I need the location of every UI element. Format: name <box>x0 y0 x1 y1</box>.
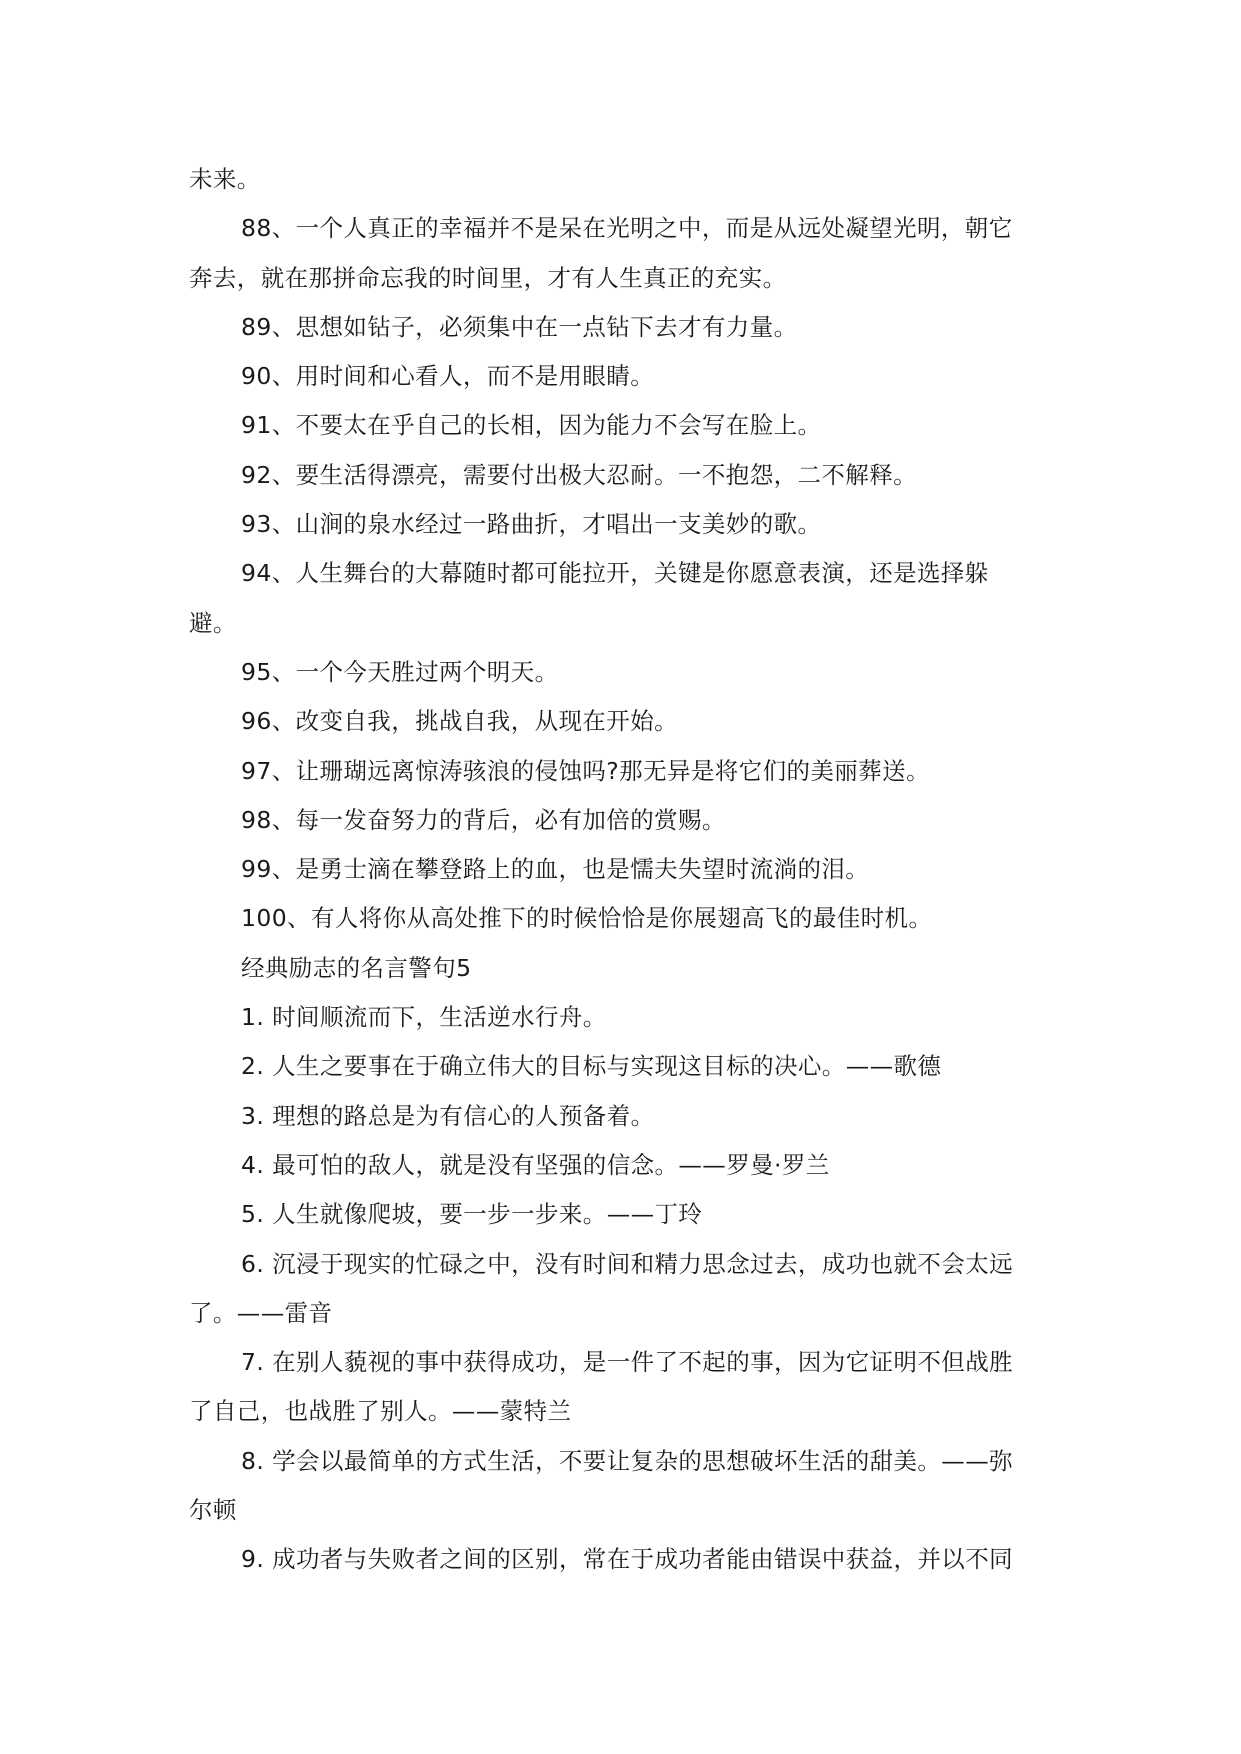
text-line: 91、不要太在乎自己的长相，因为能力不会写在脸上。 <box>241 411 822 440</box>
text-line: 93、山涧的泉水经过一路曲折，才唱出一支美妙的歌。 <box>241 510 822 539</box>
text-line: 94、人生舞台的大幕随时都可能拉开，关键是你愿意表演，还是选择躲 <box>241 559 989 588</box>
text-line: 89、思想如钻子，必须集中在一点钻下去才有力量。 <box>241 312 798 341</box>
text-line: 100、有人将你从高处推下的时候恰恰是你展翅高飞的最佳时机。 <box>241 904 933 933</box>
text-line: 98、每一发奋努力的背后，必有加倍的赏赐。 <box>241 805 726 834</box>
text-line: 奔去，就在那拼命忘我的时间里，才有人生真正的充实。 <box>189 263 787 292</box>
text-line: 97、让珊瑚远离惊涛骇浪的侵蚀吗?那无异是将它们的美丽葬送。 <box>241 756 930 785</box>
text-line: 尔顿 <box>189 1496 237 1525</box>
text-line: 9. 成功者与失败者之间的区别，常在于成功者能由错误中获益，并以不同 <box>241 1545 1013 1574</box>
text-line: 99、是勇士滴在攀登路上的血，也是懦夫失望时流淌的泪。 <box>241 855 870 884</box>
text-line: 2. 人生之要事在于确立伟大的目标与实现这目标的决心。——歌德 <box>241 1052 942 1081</box>
text-line: 未来。 <box>189 165 261 193</box>
text-line: 1. 时间顺流而下，生活逆水行舟。 <box>241 1003 607 1032</box>
text-line: 3. 理想的路总是为有信心的人预备着。 <box>241 1101 655 1130</box>
document-body <box>189 155 1049 1585</box>
text-line: 7. 在别人藐视的事中获得成功，是一件了不起的事，因为它证明不但战胜 <box>241 1348 1013 1377</box>
text-line: 避。 <box>189 608 237 637</box>
text-line: 了。——雷音 <box>189 1298 333 1327</box>
text-line: 了自己，也战胜了别人。——蒙特兰 <box>189 1397 572 1426</box>
text-line: 4. 最可怕的敌人，就是没有坚强的信念。——罗曼·罗兰 <box>241 1150 830 1179</box>
text-line: 95、一个今天胜过两个明天。 <box>241 657 559 686</box>
text-line: 8. 学会以最简单的方式生活，不要让复杂的思想破坏生活的甜美。——弥 <box>241 1446 1013 1475</box>
text-line: 5. 人生就像爬坡，要一步一步来。——丁玲 <box>241 1200 703 1229</box>
text-line: 88、一个人真正的幸福并不是呆在光明之中，而是从远处凝望光明，朝它 <box>241 214 1013 243</box>
text-line: 96、改变自我，挑战自我，从现在开始。 <box>241 707 679 736</box>
text-line: 90、用时间和心看人，而不是用眼睛。 <box>241 362 655 391</box>
text-line: 92、要生活得漂亮，需要付出极大忍耐。一不抱怨，二不解释。 <box>241 460 918 489</box>
text-line: 经典励志的名言警句5 <box>241 953 472 982</box>
text-line: 6. 沉浸于现实的忙碌之中，没有时间和精力思念过去，成功也就不会太远 <box>241 1249 1013 1278</box>
